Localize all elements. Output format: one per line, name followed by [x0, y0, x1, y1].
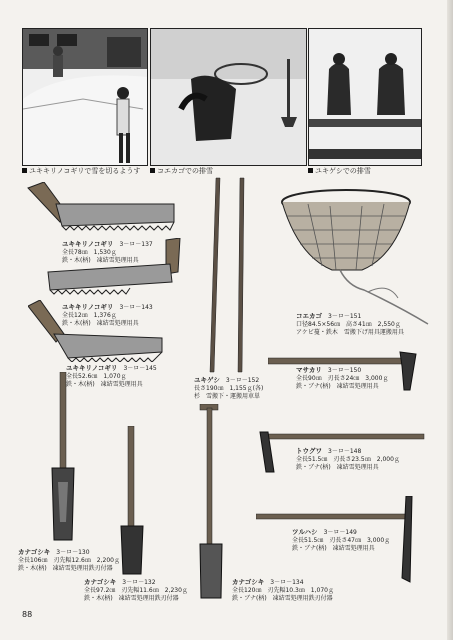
tool-name: ツルハシ	[292, 528, 318, 536]
tool-label-pickaxe	[292, 528, 390, 553]
tool-spec: 全長52.6㎝ 1,070ｇ	[66, 373, 127, 380]
tool-label-shovel	[194, 376, 263, 401]
tool-label-hoe	[296, 447, 400, 472]
tool-label-spade-2	[84, 578, 188, 603]
snow-saw-2-illustration	[44, 238, 184, 300]
tool-spec: 全長12㎝ 1,376ｇ	[62, 312, 117, 319]
spade-2-illustration	[118, 426, 146, 576]
photo-caption-3-text: ユキゲシでの排雪	[315, 167, 371, 175]
photo-snow-saw-image	[23, 29, 147, 165]
tool-name: ユキキリノコギリ	[62, 240, 114, 248]
bullet-square-icon	[308, 168, 313, 173]
tool-label-axe	[296, 366, 388, 391]
photo-caption-1	[22, 167, 140, 176]
spade-3-illustration	[196, 404, 226, 600]
tool-note: アケビ蔓・鉄木 雪搬下げ用具運搬用具	[296, 329, 404, 336]
tool-note: 鉄・木(柄) 凍結雪処理用具	[66, 381, 143, 388]
tool-note: 鉄・ブナ(柄) 凍結雪処理用具	[292, 545, 375, 552]
tool-name: ユキゲシ	[194, 376, 220, 384]
tool-spec: 全長78㎝ 1,530ｇ	[62, 249, 117, 256]
snow-saw-3-illustration	[28, 300, 166, 362]
tool-note: 鉄・ブナ(柄) 凍結雪処理用具	[296, 464, 379, 471]
page-spine-shadow	[447, 0, 453, 640]
photo-shovel-removal-image	[309, 29, 421, 165]
tool-note: 鉄・ブナ(柄) 凍結雪処理用鉄刃付器	[232, 595, 333, 602]
tool-name: マサカリ	[296, 366, 322, 374]
spade-1-illustration	[48, 372, 78, 542]
tool-label-basket	[296, 312, 404, 337]
tool-note: 鉄・木(柄) 凍結雪処理用鉄刃付器	[84, 595, 179, 602]
tool-note: 鉄・木(柄) 凍結雪処理用具	[62, 257, 139, 264]
tool-code: 3－ロ－145	[123, 365, 157, 372]
photo-basket-removal	[150, 28, 307, 166]
tool-name: ユキキリノコギリ	[62, 303, 114, 311]
page-number: 88	[22, 610, 33, 619]
tool-note: 杉 雪搬下・運搬用車単	[194, 393, 261, 400]
snow-shovel-illustration	[204, 176, 248, 374]
tool-code: 3－ロ－150	[327, 367, 362, 374]
tool-name: カナゴシキ	[18, 548, 51, 556]
tool-note: 鉄・木(柄) 凍結雪処理用鉄刃付器	[18, 565, 113, 572]
tool-note: 鉄・ブナ(柄) 凍結雪処理用具	[296, 383, 379, 390]
tool-name: ユキキリノコギリ	[66, 364, 118, 372]
tool-code: 3－ロ－134	[270, 579, 304, 586]
tool-code: 3－ロ－149	[323, 529, 357, 536]
tool-code: 3－ロ－130	[56, 549, 90, 556]
tool-spec: 全長90㎝ 刃長さ24㎝ 3,000ｇ	[296, 375, 389, 382]
tool-spec: 全長51.5㎝ 刃長さ47㎝ 3,000ｇ	[292, 537, 391, 544]
tool-code: 3－ロ－137	[119, 241, 153, 248]
tool-spec: 全長120㎝ 刃先幅10.3㎝ 1,070ｇ	[232, 587, 334, 594]
bullet-square-icon	[22, 168, 27, 173]
tool-label-spade-3	[232, 578, 334, 603]
photo-caption-2	[150, 167, 213, 176]
tool-spec: 全長97.2㎝ 刃先幅11.6㎝ 2,230ｇ	[84, 587, 188, 594]
tool-spec: 全長106㎝ 刃先幅12.6㎝ 2,200ｇ	[18, 557, 120, 564]
tool-code: 3－ロ－132	[122, 579, 156, 586]
tool-code: 3－ロ－152	[225, 377, 260, 384]
tool-name: カナゴシキ	[232, 578, 265, 586]
tool-code: 3－ロ－143	[119, 304, 153, 311]
snow-saw-1-illustration	[26, 182, 176, 238]
photo-caption-2-text: コエカゴでの排雪	[157, 167, 213, 175]
tool-spec: 口径84.5×56㎝ 高さ41㎝ 2,550ｇ	[296, 321, 401, 328]
tool-label-spade-1	[18, 548, 120, 573]
photo-basket-removal-image	[151, 29, 306, 165]
bullet-square-icon	[150, 168, 155, 173]
tool-note: 鉄・木(柄) 凍結雪処理用具	[62, 320, 139, 327]
tool-name: コエカゴ	[296, 312, 322, 320]
tool-name: トウグワ	[296, 447, 322, 455]
tool-label-saw-3	[66, 364, 157, 389]
tool-code: 3－ロ－151	[328, 313, 362, 320]
tool-spec: 全長51.5㎝ 刃長さ23.5㎝ 2,000ｇ	[296, 456, 400, 463]
photo-caption-1-text: ユキキリノコギリで雪を切るようす	[29, 167, 141, 175]
tool-spec: 長さ190㎝ 1,155ｇ(各)	[194, 385, 264, 392]
photo-snow-saw	[22, 28, 148, 166]
tool-name: カナゴシキ	[84, 578, 117, 586]
photo-shovel-removal	[308, 28, 422, 166]
tool-code: 3－ロ－148	[328, 448, 362, 455]
basket-illustration	[278, 186, 434, 330]
photo-caption-3	[308, 167, 371, 176]
